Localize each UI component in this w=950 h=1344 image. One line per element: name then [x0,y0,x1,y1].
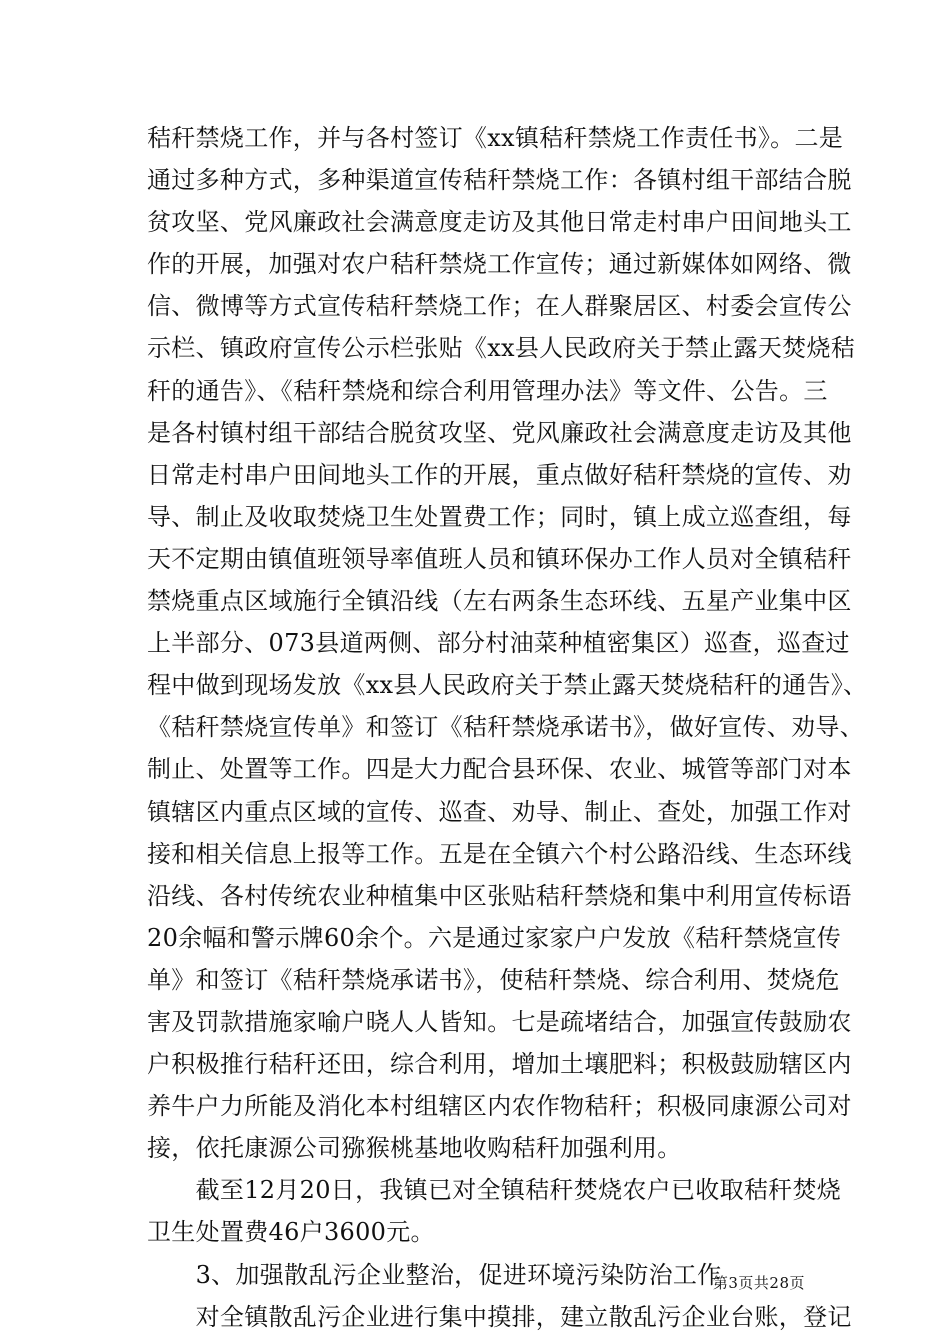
text-line: 天不定期由镇值班领导率值班人员和镇环保办工作人员对全镇秸秆 [147,544,852,573]
text-line: 导、制止及收取焚烧卫生处置费工作；同时，镇上成立巡查组，每 [147,502,852,531]
body-text [147,117,868,1338]
text-line: 沿线、各村传统农业种植集中区张贴秸秆禁烧和集中利用宣传标语 [147,881,852,910]
text-line: 贫攻坚、党风廉政社会满意度走访及其他日常走村串户田间地头工 [147,208,852,237]
text-line: 接和相关信息上报等工作。五是在全镇六个村公路沿线、生态环线 [147,839,852,868]
text-line: 3、加强散乱污企业整治，促进环境污染防治工作 [147,1260,722,1289]
text-line: 截至12月20日，我镇已对全镇秸秆焚烧农户已收取秸秆焚烧 [147,1176,842,1205]
text-line: 养牛户力所能及消化本村组辖区内农作物秸秆；积极同康源公司对 [147,1092,852,1121]
text-line: 程中做到现场发放《xx县人民政府关于禁止露天焚烧秸秆的通告》、 [147,671,868,700]
text-line: 卫生处置费46户3600元。 [147,1218,435,1247]
text-line: 制止、处置等工作。四是大力配合县环保、农业、城管等部门对本 [147,755,852,784]
text-line: 秸秆禁烧工作，并与各村签订《xx镇秸秆禁烧工作责任书》。二是 [147,124,844,152]
text-line: 害及罚款措施家喻户晓人人皆知。七是疏堵结合，加强宣传鼓励农 [147,1007,852,1036]
text-line: 是各村镇村组干部结合脱贫攻坚、党风廉政社会满意度走访及其他 [147,418,852,447]
text-line: 《秸秆禁烧宣传单》和签订《秸秆禁烧承诺书》，做好宣传、劝导、 [147,713,864,742]
text-line: 单》和签订《秸秆禁烧承诺书》，使秸秆禁烧、综合利用、焚烧危 [147,965,840,994]
text-line: 上半部分、073县道两侧、部分村油菜种植密集区）巡查，巡查过 [147,629,850,658]
text-line: 镇辖区内重点区域的宣传、巡查、劝导、制止、查处，加强工作对 [147,797,852,826]
text-line: 通过多种方式，多种渠道宣传秸秆禁烧工作：各镇村组干部结合脱 [147,166,852,195]
text-line: 对全镇散乱污企业进行集中摸排，建立散乱污企业台账，登记 [147,1302,852,1331]
text-line: 20余幅和警示牌60余个。六是通过家家户户发放《秸秆禁烧宣传 [147,923,842,952]
text-line: 户积极推行秸秆还田，综合利用，增加土壤肥料；积极鼓励辖区内 [147,1050,852,1079]
text-line: 禁烧重点区域施行全镇沿线（左右两条生态环线、五星产业集中区 [147,587,852,616]
text-line: 秆的通告》、《秸秆禁烧和综合利用管理办法》等文件、公告。三 [147,376,828,405]
text-line: 接，依托康源公司猕猴桃基地收购秸秆加强利用。 [147,1134,682,1163]
page-number: 第3页共28页 [712,1274,805,1292]
text-line: 信、微博等方式宣传秸秆禁烧工作；在人群聚居区、村委会宣传公 [147,292,852,321]
text-line: 作的开展，加强对农户秸秆禁烧工作宣传；通过新媒体如网络、微 [147,250,852,279]
text-line: 日常走村串户田间地头工作的开展，重点做好秸秆禁烧的宣传、劝 [147,460,852,489]
text-line: 示栏、镇政府宣传公示栏张贴《xx县人民政府关于禁止露天焚烧秸 [147,334,856,363]
